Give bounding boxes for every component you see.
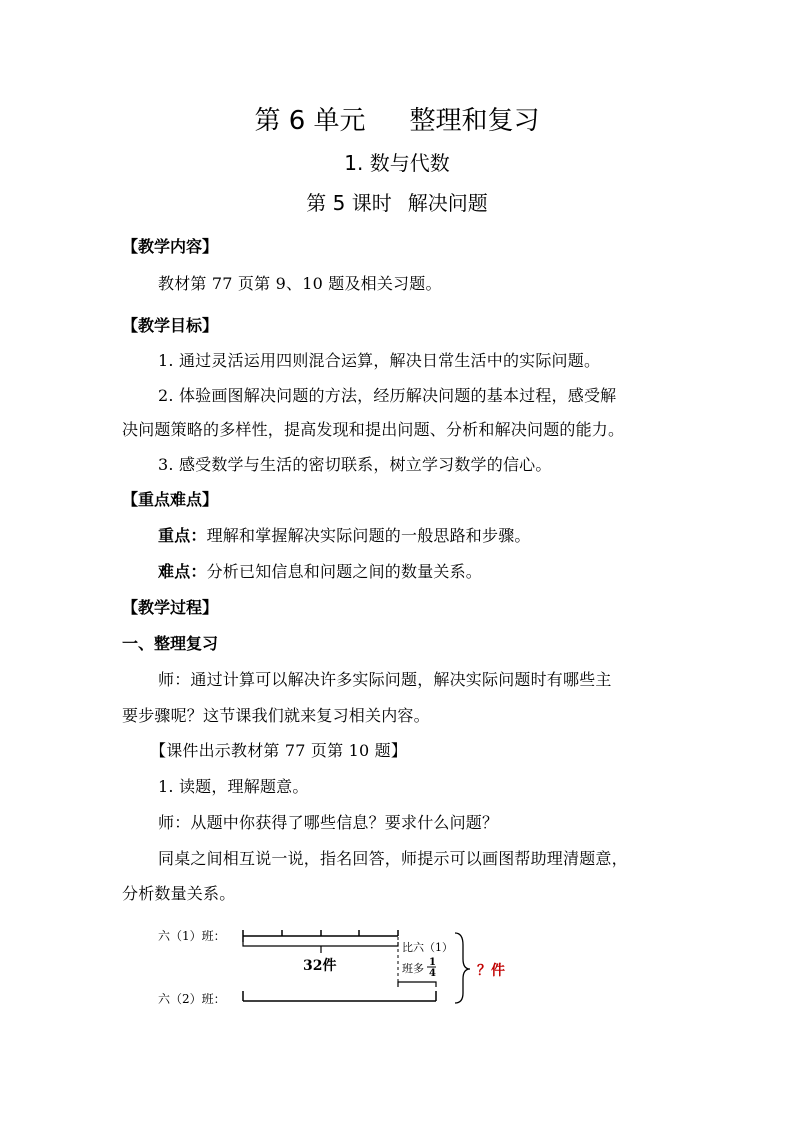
paragraph-2-line-2: 分析数量关系。 (122, 884, 236, 903)
goal-item-2-line-1: 2. 体验画图解决问题的方法，经历解决问题的基本过程，感受解 (158, 386, 617, 405)
lesson-name: 解决问题 (407, 191, 488, 215)
question-label: ？件 (477, 963, 505, 979)
lesson-number: 第 5 课时 (306, 191, 392, 215)
goals-heading: 【教学目标】 (122, 316, 219, 335)
fraction-denominator: 4 (429, 968, 436, 979)
courseware-note: 【课件出示教材第 77 页第 10 题】 (150, 741, 408, 760)
unit-name: 整理和复习 (409, 106, 540, 136)
process-heading: 【教学过程】 (122, 598, 219, 617)
goal-item-1: 1. 通过灵活运用四则混合运算，解决日常生活中的实际问题。 (158, 351, 601, 370)
content-text: 教材第 77 页第 9、10 题及相关习题。 (158, 274, 442, 293)
paragraph-1-line-1: 师：通过计算可以解决许多实际问题，解决实际问题时有哪些主 (158, 670, 612, 689)
teacher-question: 师：从题中你获得了哪些信息？要求什么问题？ (158, 813, 499, 832)
difficult-point-label: 难点： (158, 562, 207, 581)
key-points-heading: 【重点难点】 (122, 490, 219, 509)
class-1-label: 六（1）班： (158, 929, 226, 943)
compare-label-line-1: 比六（1） (402, 941, 453, 954)
goal-item-2-line-2: 决问题策略的多样性，提高发现和提出问题、分析和解决问题的能力。 (122, 420, 625, 439)
total-label: 32件 (303, 958, 337, 974)
key-point-text: 理解和掌握解决实际问题的一般思路和步骤。 (206, 526, 531, 545)
goal-item-3: 3. 感受数学与生活的密切联系，树立学习数学的信心。 (158, 455, 552, 474)
unit-number: 第 6 单元 (254, 106, 366, 136)
unit-title (0, 105, 794, 137)
total-brace (243, 942, 398, 953)
extra-brace (398, 982, 436, 987)
key-point-label: 重点： (158, 526, 207, 545)
paragraph-2-line-1: 同桌之间相互说一说，指名回答，师提示可以画图帮助理清题意， (158, 849, 628, 868)
compare-label-line-2: 班多 (402, 962, 424, 975)
step-1: 1. 读题，理解题意。 (158, 777, 309, 796)
segment-diagram (150, 925, 530, 1015)
fraction-numerator: 1 (429, 957, 436, 968)
key-point (158, 526, 531, 546)
section-1-heading: 一、整理复习 (122, 634, 219, 653)
lesson-title (0, 190, 794, 216)
content-heading: 【教学内容】 (122, 237, 219, 256)
question-brace (455, 933, 470, 1003)
section-title: 1. 数与代数 (344, 151, 450, 175)
class-2-label: 六（2）班： (158, 992, 226, 1006)
paragraph-1-line-2: 要步骤呢？这节课我们就来复习相关内容。 (122, 706, 430, 725)
difficult-point (158, 562, 482, 582)
difficult-point-text: 分析已知信息和问题之间的数量关系。 (206, 562, 483, 581)
